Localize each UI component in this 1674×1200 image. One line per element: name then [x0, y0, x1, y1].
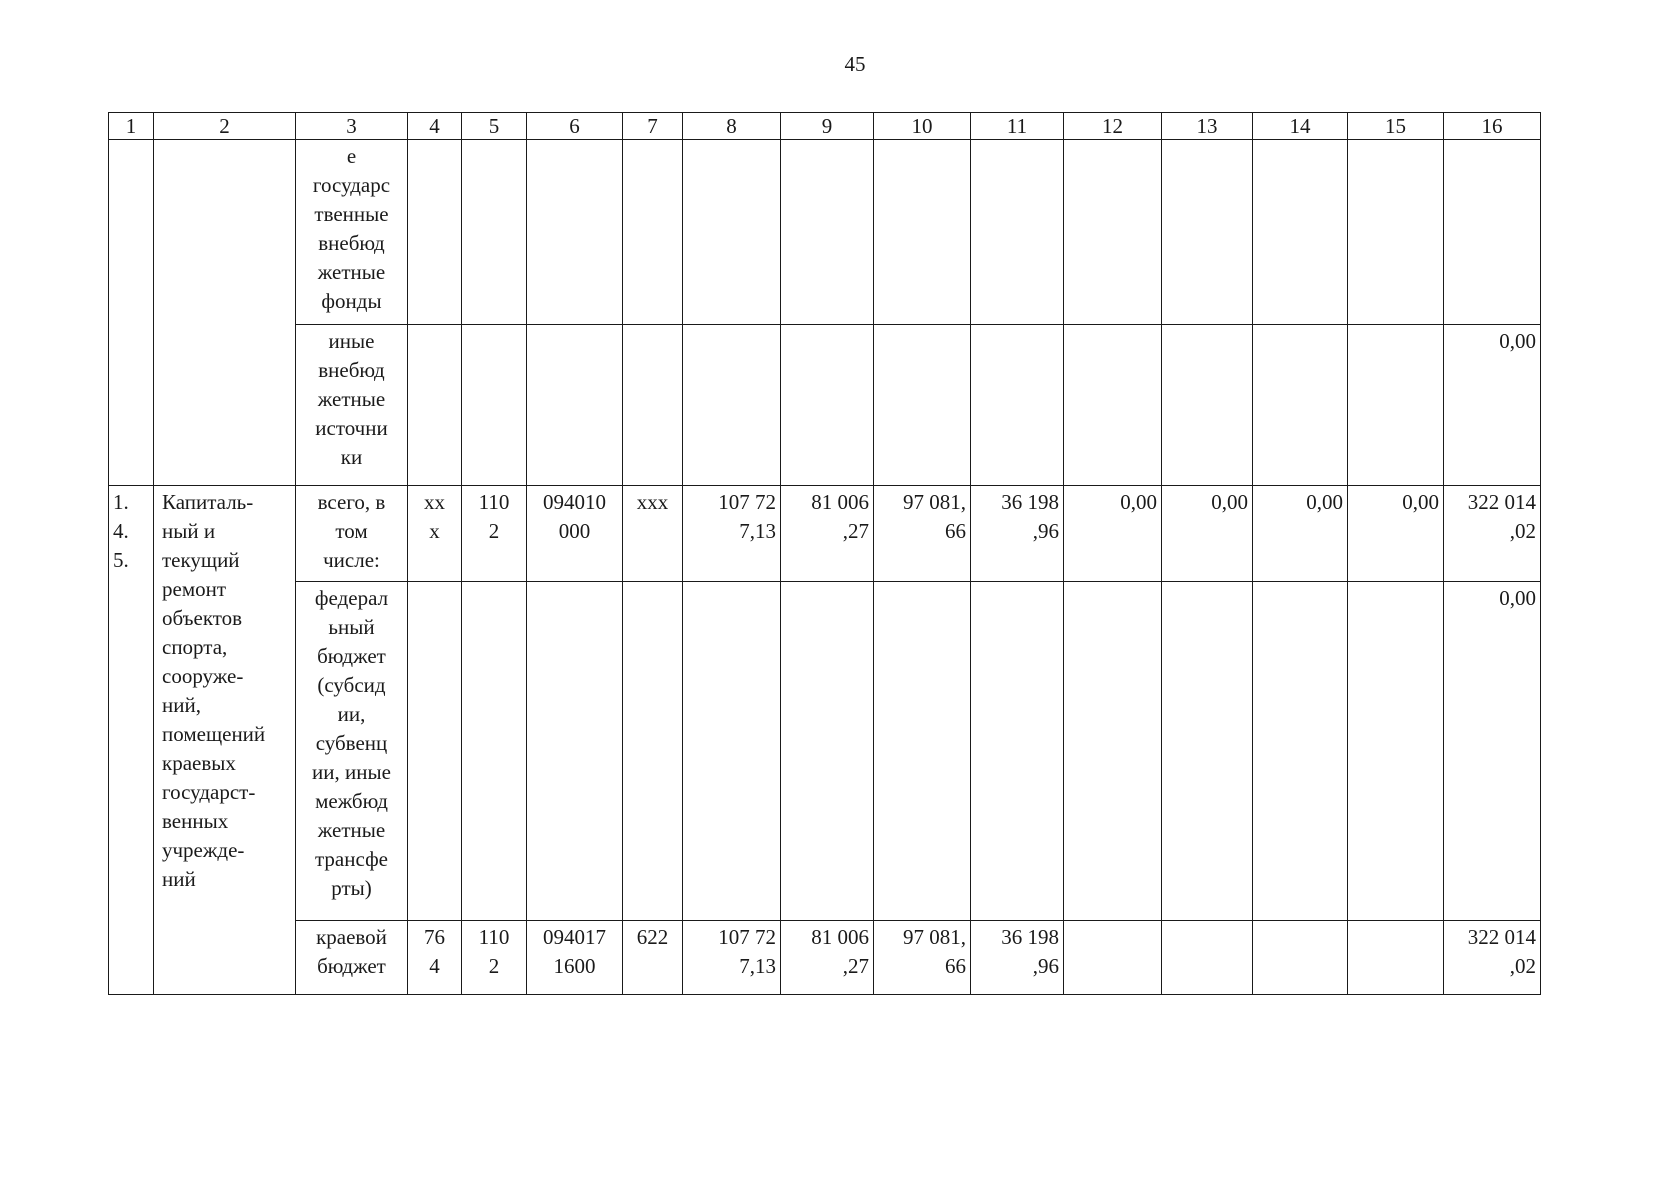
cell — [1253, 140, 1348, 325]
col-header-8: 8 — [683, 113, 781, 140]
col-header-9: 9 — [781, 113, 874, 140]
cell — [971, 582, 1064, 921]
funding-source-state-funds: е государс твенные внебюд жетные фонды — [296, 140, 408, 325]
cell-16-regional: 322 014 ,02 — [1444, 921, 1541, 995]
cell — [683, 325, 781, 486]
cell — [1348, 921, 1444, 995]
col-header-5: 5 — [462, 113, 527, 140]
budget-table — [108, 112, 1541, 995]
cell — [1348, 140, 1444, 325]
col-header-6: 6 — [527, 113, 623, 140]
col-header-3: 3 — [296, 113, 408, 140]
cell-11: 36 198 ,96 — [971, 486, 1064, 582]
cell-15: 0,00 — [1348, 486, 1444, 582]
cell — [781, 325, 874, 486]
table-row — [109, 486, 1541, 582]
table-row — [109, 921, 1541, 995]
row-name-cell-empty — [154, 140, 296, 486]
cell — [527, 582, 623, 921]
total-value: 0,00 — [1444, 325, 1541, 486]
col-header-2: 2 — [154, 113, 296, 140]
table-row — [109, 140, 1541, 325]
cell — [623, 325, 683, 486]
col-header-10: 10 — [874, 113, 971, 140]
cell-10: 97 081, 66 — [874, 486, 971, 582]
cell — [1348, 325, 1444, 486]
cell — [1162, 325, 1253, 486]
cell — [971, 140, 1064, 325]
cell — [527, 325, 623, 486]
col-header-11: 11 — [971, 113, 1064, 140]
cell — [1253, 582, 1348, 921]
col-header-16: 16 — [1444, 113, 1541, 140]
cell — [781, 582, 874, 921]
cell — [1064, 140, 1162, 325]
col-header-1: 1 — [109, 113, 154, 140]
item-name: Капиталь- ный и текущий ремонт объектов спорта, сооруже- ний, помещений краевых государст- венных учрежде- ний — [154, 486, 296, 995]
cell-16-federal: 0,00 — [1444, 582, 1541, 921]
cell — [683, 140, 781, 325]
cell — [1253, 921, 1348, 995]
page-number: 45 — [844, 52, 866, 76]
cell — [623, 140, 683, 325]
cell — [971, 325, 1064, 486]
cell — [527, 140, 623, 325]
cell-13: 0,00 — [1162, 486, 1253, 582]
cell — [874, 325, 971, 486]
cell — [1253, 325, 1348, 486]
cell — [462, 582, 527, 921]
cell-7: 622 — [623, 921, 683, 995]
column-number-row — [109, 113, 1541, 140]
cell — [1162, 582, 1253, 921]
cell-7: ххх — [623, 486, 683, 582]
cell — [874, 582, 971, 921]
cell-16-total: 322 014 ,02 — [1444, 486, 1541, 582]
cell — [1162, 921, 1253, 995]
cell — [462, 140, 527, 325]
col-header-13: 13 — [1162, 113, 1253, 140]
cell-9: 81 006 ,27 — [781, 486, 874, 582]
col-header-7: 7 — [623, 113, 683, 140]
row-number-cell-empty — [109, 140, 154, 486]
cell-8: 107 72 7,13 — [683, 486, 781, 582]
cell-9: 81 006 ,27 — [781, 921, 874, 995]
cell — [462, 325, 527, 486]
cell-4: 76 4 — [408, 921, 462, 995]
item-number: 1. 4. 5. — [109, 486, 154, 995]
cell — [623, 582, 683, 921]
table-row — [109, 325, 1541, 486]
col-header-14: 14 — [1253, 113, 1348, 140]
funding-source-total: всего, в том числе: — [296, 486, 408, 582]
funding-source-regional: краевой бюджет — [296, 921, 408, 995]
table-row — [109, 582, 1541, 921]
cell — [1162, 140, 1253, 325]
col-header-15: 15 — [1348, 113, 1444, 140]
cell — [1064, 325, 1162, 486]
cell — [408, 140, 462, 325]
col-header-12: 12 — [1064, 113, 1162, 140]
cell — [408, 325, 462, 486]
cell — [1444, 140, 1541, 325]
cell-6: 094010 000 — [527, 486, 623, 582]
cell — [683, 582, 781, 921]
cell — [1348, 582, 1444, 921]
cell — [1064, 582, 1162, 921]
cell-5: 110 2 — [462, 921, 527, 995]
cell-12: 0,00 — [1064, 486, 1162, 582]
cell-11: 36 198 ,96 — [971, 921, 1064, 995]
cell-6: 094017 1600 — [527, 921, 623, 995]
cell-4: хх х — [408, 486, 462, 582]
cell-5: 110 2 — [462, 486, 527, 582]
col-header-4: 4 — [408, 113, 462, 140]
cell-10: 97 081, 66 — [874, 921, 971, 995]
funding-source-federal: федерал ьный бюджет (субсид ии, субвенц ии, иные межбюд жетные трансфе рты) — [296, 582, 408, 921]
cell — [408, 582, 462, 921]
funding-source-other: иные внебюд жетные источни ки — [296, 325, 408, 486]
cell — [1064, 921, 1162, 995]
cell — [874, 140, 971, 325]
cell — [781, 140, 874, 325]
cell-14: 0,00 — [1253, 486, 1348, 582]
cell-8: 107 72 7,13 — [683, 921, 781, 995]
